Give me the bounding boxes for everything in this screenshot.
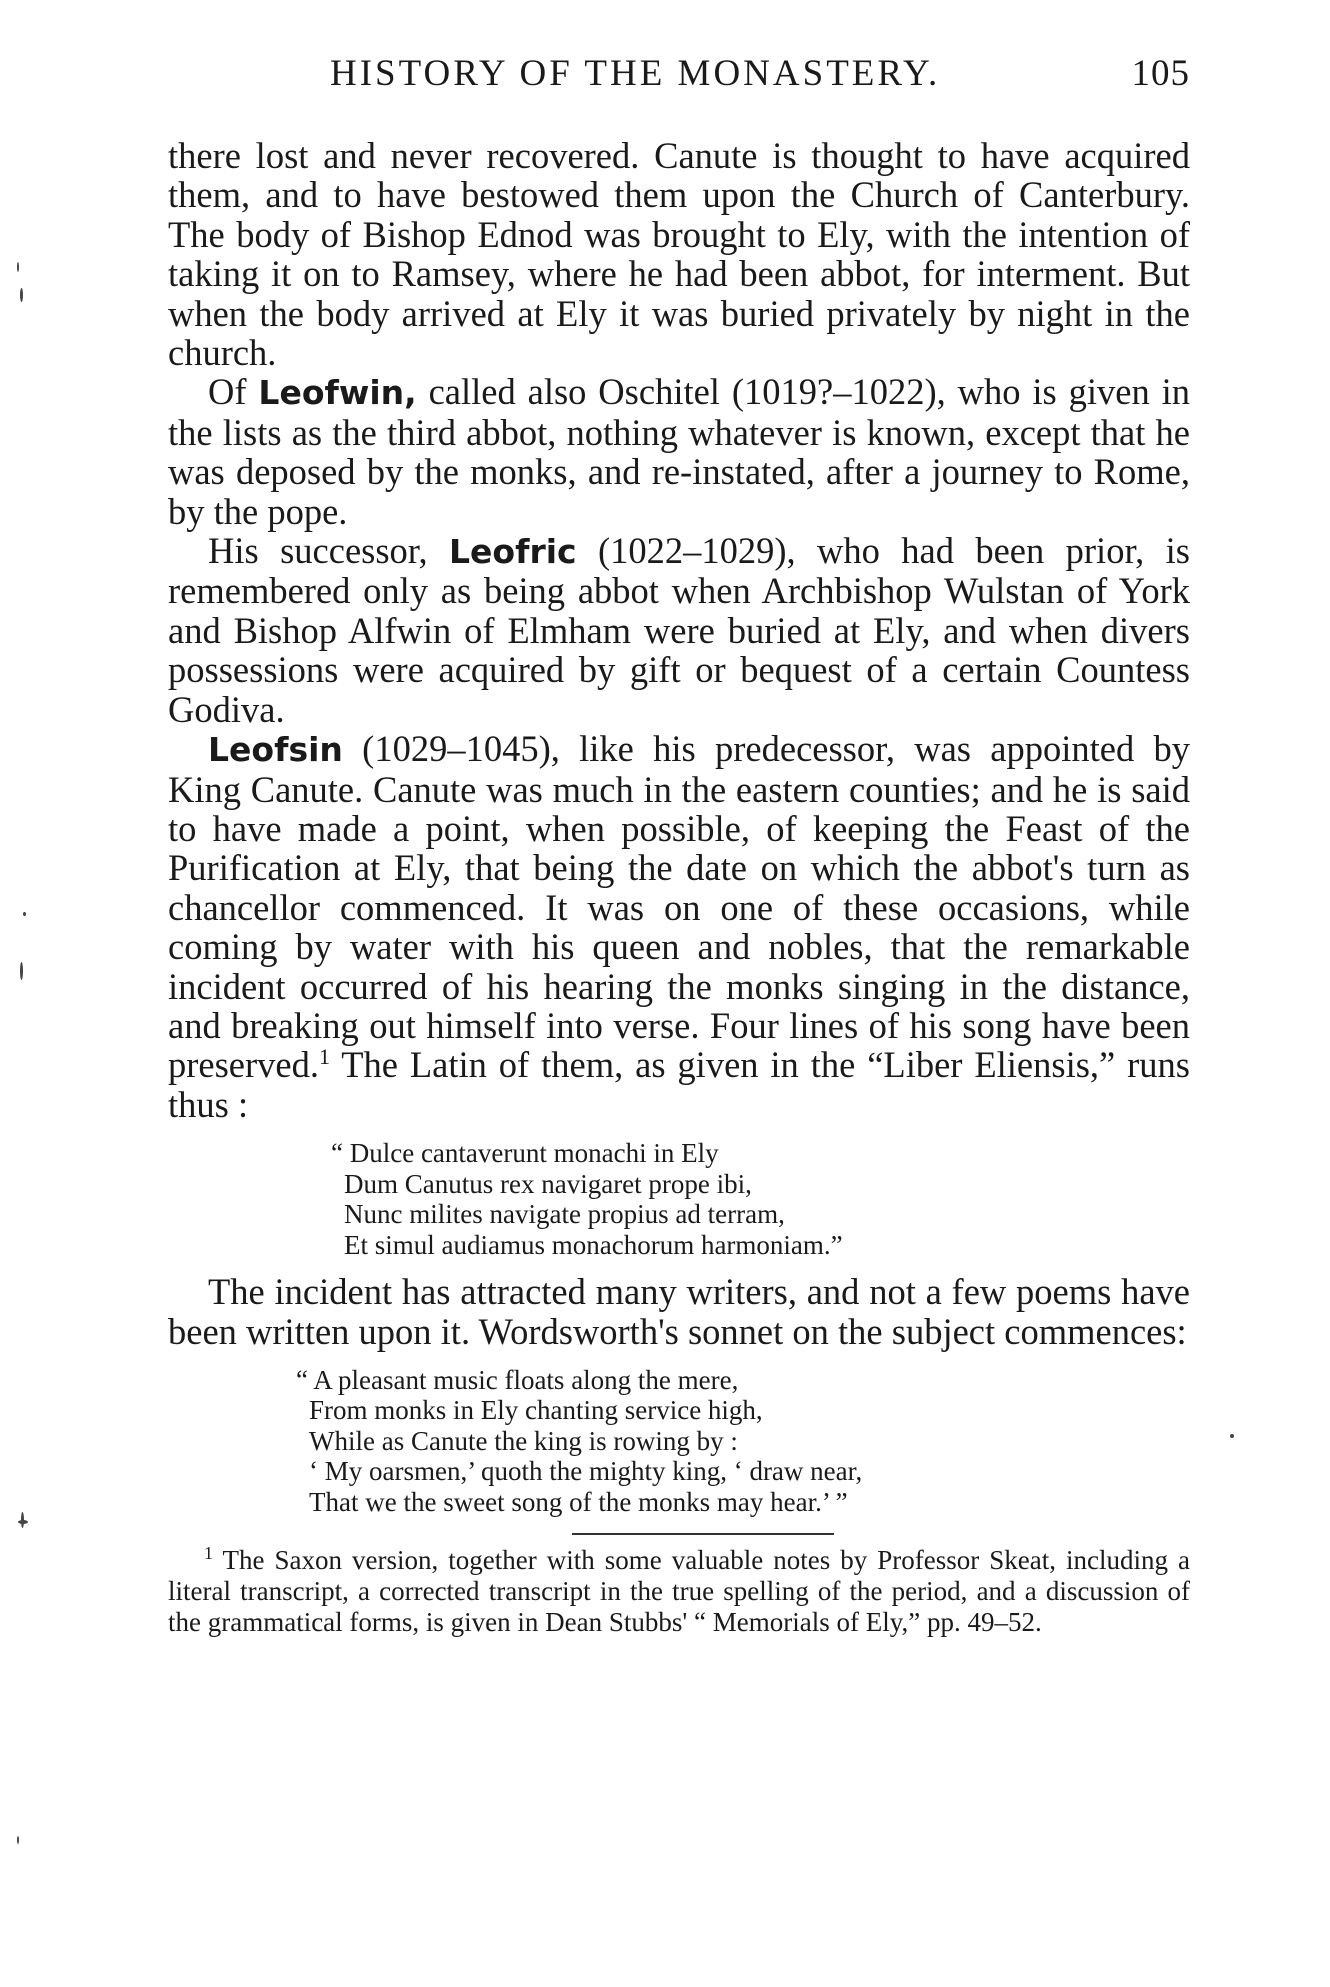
running-title: HISTORY OF THE MONASTERY. bbox=[330, 53, 941, 94]
paragraph-leofwin-lead: Of bbox=[208, 371, 259, 413]
footnote-text: The Saxon version, together with some valuable notes by Professor Skeat, including a literal transcript, a corrected transcript in the true spelling of the period, and a discussion of the grammatical forms, is given in Dean Stubbs' “ Memorials of Ely,” pp. 49–52. bbox=[168, 1545, 1190, 1638]
verse-line: While as Canute the king is rowing by : bbox=[309, 1425, 738, 1456]
abbot-name-leofric: Leofric bbox=[449, 532, 577, 572]
page-body bbox=[168, 136, 1190, 1638]
paragraph-leofric-lead: His successor, bbox=[208, 530, 449, 572]
latin-verse-block bbox=[331, 1138, 1190, 1260]
scan-speck bbox=[20, 962, 23, 980]
scan-speck bbox=[17, 262, 19, 272]
abbot-name-leofwin: Leofwin, bbox=[258, 373, 417, 413]
verse-line: Nunc milites navigate propius ad terram, bbox=[344, 1199, 785, 1230]
paragraph-leofsin-text: (1029–1045), like his predecessor, was appointed by King Canute. Canute was much in the eastern counties; and he is said to have made a point, when possible, of keeping the Feast of the Purification at Ely, that being the date on which the abbot's turn as chancellor commenced. It was on one of these occasions, while coming by water with his queen and nobles, that the remarkable incident occurred of his hearing the monks singing in the distance, and breaking out himself into verse. Four lines of his song have been preserved. bbox=[168, 728, 1190, 1086]
paragraph-leofsin-tail: The Latin of them, as given in the “Liber Eliensis,” runs thus : bbox=[168, 1044, 1190, 1125]
page-number: 105 bbox=[1131, 53, 1190, 94]
footnote bbox=[168, 1545, 1190, 1638]
scan-speck bbox=[17, 1836, 19, 1844]
verse-line: ‘ My oarsmen,’ quoth the mighty king, ‘ draw near, bbox=[309, 1456, 863, 1487]
abbot-name-leofsin: Leofsin bbox=[208, 730, 343, 770]
verse-line: Et simul audiamus monachorum harmoniam.” bbox=[344, 1229, 843, 1260]
verse-line: “ Dulce cantaverunt monachi in Ely bbox=[331, 1138, 719, 1169]
verse-line: That we the sweet song of the monks may hear.’ ” bbox=[309, 1486, 848, 1517]
paragraph-leofric-text: (1022–1029), who had been prior, is remembered only as being abbot when Archbishop Wulstan of York and Bishop Alfwin of Elmham were buried at Ely, and when divers possessions were acquired by gift or bequest of a certain Countess Godiva. bbox=[168, 530, 1190, 730]
paragraph-leofsin bbox=[168, 729, 1190, 1124]
paragraph-leofwin bbox=[168, 372, 1190, 531]
paragraph-leofwin-text: called also Oschitel (1019?–1022), who is given in the lists as the third abbot, nothing whatever is known, except that he was deposed by the monks, and re-instated, after a journey to Rome, by the pope. bbox=[168, 371, 1191, 532]
running-header bbox=[330, 40, 1190, 100]
verse-line: From monks in Ely chanting service high, bbox=[309, 1395, 763, 1426]
scan-speck bbox=[21, 1512, 24, 1528]
scan-speck bbox=[1230, 1434, 1234, 1438]
footnote-reference[interactable]: 1 bbox=[319, 1044, 330, 1070]
wordsworth-verse-block bbox=[296, 1365, 1190, 1518]
paragraph-canute-ednod: there lost and never recovered. Canute is thought to have acquired them, and to have bestowed them upon the Church of Canterbury. The body of Bishop Ednod was brought to Ely, with the intention of taking it on to Ramsey, where he had been abbot, for interment. But when the body arrived at Ely it was buried privately by night in the church. bbox=[168, 135, 1190, 374]
paragraph-wordsworth: The incident has attracted many writers, and not a few poems have been written upon it. Wordsworth's sonnet on the subject commences: bbox=[168, 1271, 1190, 1352]
scan-speck bbox=[23, 912, 26, 916]
footnote-divider bbox=[572, 1533, 834, 1535]
verse-line: Dum Canutus rex navigaret prope ibi, bbox=[344, 1168, 752, 1199]
paragraph-leofric bbox=[168, 531, 1190, 729]
verse-line: “ A pleasant music floats along the mere, bbox=[296, 1364, 739, 1395]
scan-speck bbox=[20, 288, 23, 302]
footnote-mark: 1 bbox=[204, 1543, 213, 1564]
